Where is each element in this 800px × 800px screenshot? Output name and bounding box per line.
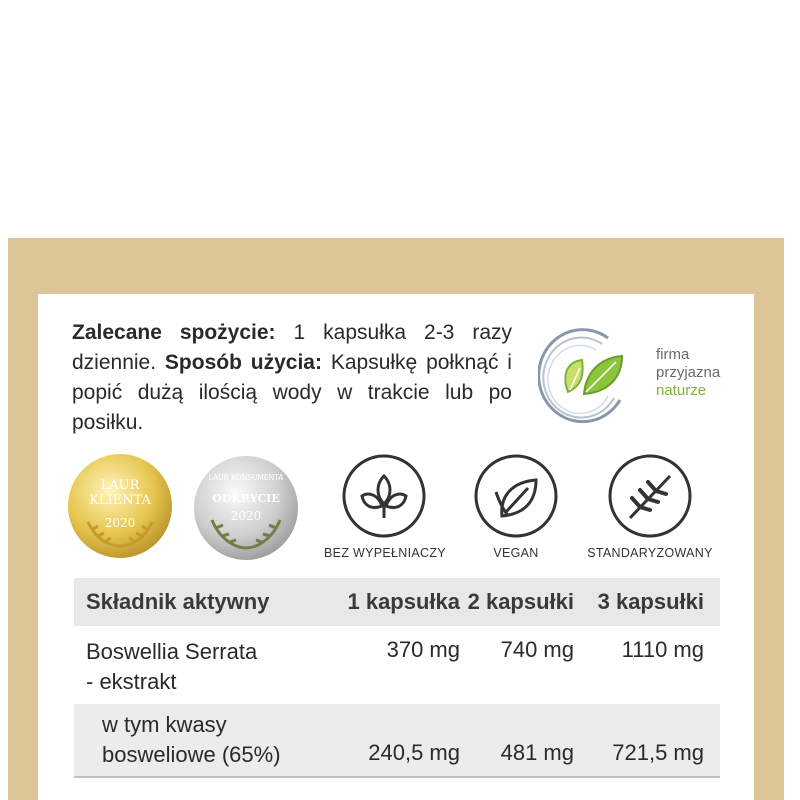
leaf-circle-logo-icon	[538, 320, 634, 432]
leaves-icon	[340, 452, 428, 540]
ingredient-name-line1: Boswellia Serrata	[86, 639, 258, 664]
feature-label-no-fillers: BEZ WYPEŁNIACZY	[324, 546, 446, 560]
usage-label: Sposób użycia:	[164, 351, 322, 374]
ingredient-name	[102, 710, 281, 770]
silver-badge-year: 2020	[230, 509, 262, 523]
gold-badge-year: 2020	[104, 516, 136, 530]
table-row	[74, 626, 720, 704]
gold-badge-line1: LAUR	[100, 478, 140, 493]
header-3-capsules: 3 kapsułki	[597, 589, 704, 614]
eco-tagline	[656, 346, 720, 400]
laur-konsumenta-badge	[192, 454, 300, 562]
eco-line-3: naturze	[656, 382, 707, 399]
vegan-leaf-icon	[472, 452, 560, 540]
feature-label-standardized: STANDARYZOWANY	[587, 546, 713, 560]
ingredient-name-line2: - ekstrakt	[86, 669, 177, 694]
value-1-capsule: 370 mg	[386, 637, 460, 662]
herb-branch-icon	[606, 452, 694, 540]
value-1-capsule: 240,5 mg	[368, 740, 460, 765]
top-blank-area	[0, 0, 800, 238]
eco-line-2: przyjazna	[656, 364, 721, 381]
ingredient-name-line2: bosweliowe (65%)	[102, 742, 281, 767]
usage-instructions	[72, 318, 512, 438]
header-1-capsule: 1 kapsułka	[347, 589, 460, 614]
ingredient-name	[86, 637, 257, 697]
value-3-capsules: 1110 mg	[621, 637, 704, 662]
recommended-text: 1 kapsułka 2-3 razy dziennie.	[72, 321, 512, 374]
table-header-row	[74, 578, 720, 626]
table-row	[74, 704, 720, 778]
ingredient-name-line1: w tym kwasy	[102, 712, 227, 737]
value-2-capsules: 481 mg	[500, 740, 574, 765]
header-2-capsules: 2 kapsułki	[467, 589, 574, 614]
laur-klienta-badge	[66, 452, 174, 560]
value-2-capsules: 740 mg	[500, 637, 574, 662]
feature-label-vegan: VEGAN	[493, 546, 539, 560]
usage-text: Kapsułkę połknąć i popić dużą ilością wody w trakcie lub po posiłku.	[72, 351, 512, 434]
header-ingredient: Składnik aktywny	[86, 589, 270, 614]
value-3-capsules: 721,5 mg	[612, 740, 704, 765]
gold-badge-line2: KLIENTA	[89, 493, 151, 508]
eco-line-1: firma	[656, 346, 690, 363]
silver-badge-line2: ODKRYCIE	[212, 492, 280, 505]
recommended-label: Zalecane spożycie:	[72, 321, 276, 344]
silver-badge-line1: LAUR KONSUMENTA	[208, 473, 284, 482]
